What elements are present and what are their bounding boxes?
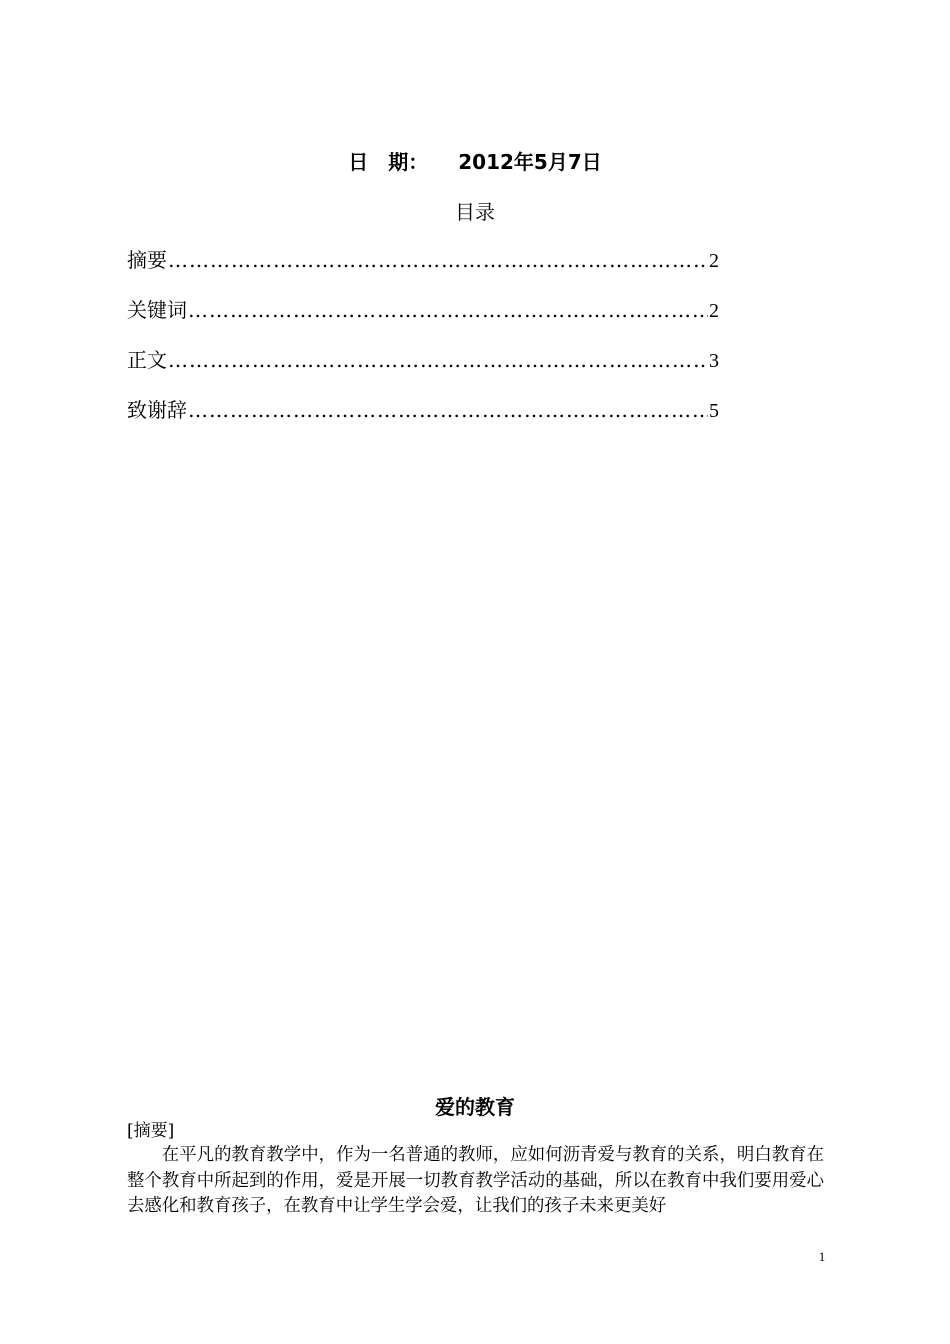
toc-entry-label: 正文	[127, 348, 167, 372]
toc-entry-label: 关键词	[127, 298, 187, 322]
toc-leader-dots	[168, 346, 708, 374]
toc-leader-dots	[188, 396, 708, 424]
toc-entry-body[interactable]	[127, 346, 719, 396]
toc-entry-label: 摘要	[127, 248, 167, 272]
date-value: 2012年5月7日	[458, 150, 602, 174]
toc-entry-page: 5	[709, 400, 719, 422]
abstract-paragraph: 在平凡的教育教学中，作为一名普通的教师，应如何沥青爱与教育的关系，明白教育在整个教育中所起到的作用，爱是开展一切教育教学活动的基础，所以在教育中我们要用爱心去感化和教育孩子，在教育中让学生学会爱，让我们的孩子未来更美好	[127, 1145, 824, 1216]
toc-entry-label: 致谢辞	[127, 398, 187, 422]
article-title: 爱的教育	[435, 1095, 515, 1119]
date-label: 日 期：	[348, 150, 429, 174]
toc-entry-page: 2	[709, 300, 719, 322]
toc-entry-acknowledgements[interactable]	[127, 396, 719, 446]
toc-leader-dots	[188, 296, 708, 324]
date-line	[0, 148, 950, 176]
page-number: 1	[818, 1249, 826, 1264]
toc-entry-abstract[interactable]	[127, 246, 719, 296]
toc-leader-dots	[168, 246, 708, 274]
toc-title: 目录	[455, 200, 495, 224]
toc-entry-keywords[interactable]	[127, 296, 719, 346]
toc-entry-page: 2	[709, 250, 719, 272]
table-of-contents	[127, 246, 719, 446]
abstract-label: [摘要]	[127, 1121, 175, 1141]
toc-entry-page: 3	[709, 350, 719, 372]
